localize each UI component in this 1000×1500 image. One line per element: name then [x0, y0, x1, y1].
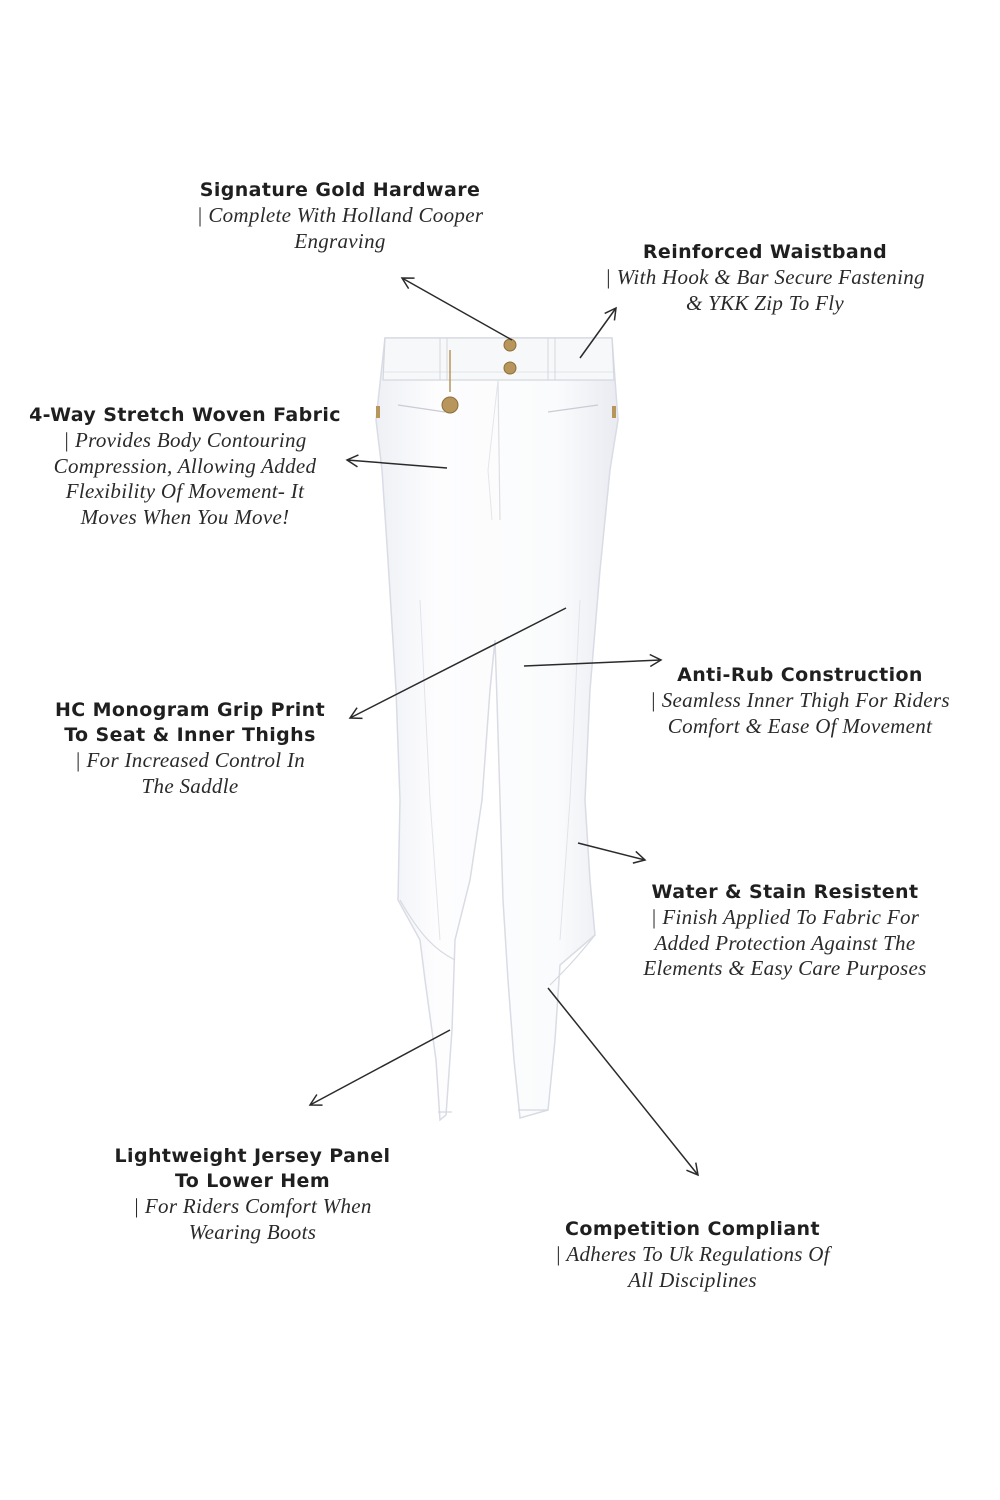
callout-title: Anti-Rub Construction — [677, 664, 923, 686]
callout-title: Competition Compliant — [565, 1218, 820, 1240]
callout-desc-line: | With Hook & Bar Secure Fastening — [605, 265, 925, 289]
callout-title: Reinforced Waistband — [642, 241, 888, 263]
callout-desc-line: | For Riders Comfort When — [133, 1194, 372, 1218]
callout-desc-line: Engraving — [294, 228, 386, 253]
callout-desc-line: & YKK Zip To Fly — [685, 290, 845, 315]
callout-monogram-grip — [30, 698, 350, 799]
callout-title: Signature Gold Hardware — [199, 179, 481, 201]
arrow-gold-hardware — [402, 278, 512, 340]
callout-desc-line: Added Protection Against The — [654, 930, 916, 955]
callout-waistband — [575, 240, 955, 316]
callout-desc-line: Elements & Easy Care Purposes — [643, 956, 927, 980]
callout-title-line: Lightweight Jersey Panel — [114, 1145, 391, 1167]
arrow-competition — [548, 988, 698, 1175]
callout-desc-line: | Provides Body Contouring — [63, 428, 307, 452]
callout-desc-line: | Finish Applied To Fabric For — [650, 905, 920, 929]
callout-gold-hardware — [140, 178, 540, 254]
callout-title-line: HC Monogram Grip Print — [54, 699, 326, 721]
callout-desc-line: Moves When You Move! — [80, 504, 290, 529]
callout-title: Water & Stain Resistent — [651, 881, 919, 903]
callout-water-stain — [605, 880, 965, 982]
callout-title: 4-Way Stretch Woven Fabric — [29, 404, 341, 426]
callout-desc-line: Wearing Boots — [188, 1219, 317, 1244]
callout-desc-line: | Complete With Holland Cooper — [196, 203, 484, 227]
callout-desc-line: | Seamless Inner Thigh For Riders — [650, 688, 950, 712]
callout-desc-line: | Adheres To Uk Regulations Of — [555, 1242, 830, 1266]
callout-desc-line: Compression, Allowing Added — [53, 453, 317, 478]
callout-desc-line: The Saddle — [141, 773, 239, 798]
callout-desc-line: All Disciplines — [628, 1267, 757, 1292]
callout-desc-line: Flexibility Of Movement- It — [65, 479, 305, 503]
callout-jersey-panel — [95, 1144, 410, 1245]
callout-title-line: To Seat & Inner Thighs — [64, 724, 316, 746]
callout-competition — [515, 1217, 870, 1293]
callout-desc-line: | For Increased Control In — [74, 748, 306, 772]
callout-title-line: To Lower Hem — [174, 1170, 331, 1192]
callout-anti-rub — [615, 663, 985, 739]
callout-stretch-fabric — [15, 403, 355, 530]
arrow-jersey-panel — [310, 1030, 450, 1105]
callout-desc-line: Comfort & Ease Of Movement — [667, 713, 933, 738]
breeches-image — [376, 338, 618, 1120]
